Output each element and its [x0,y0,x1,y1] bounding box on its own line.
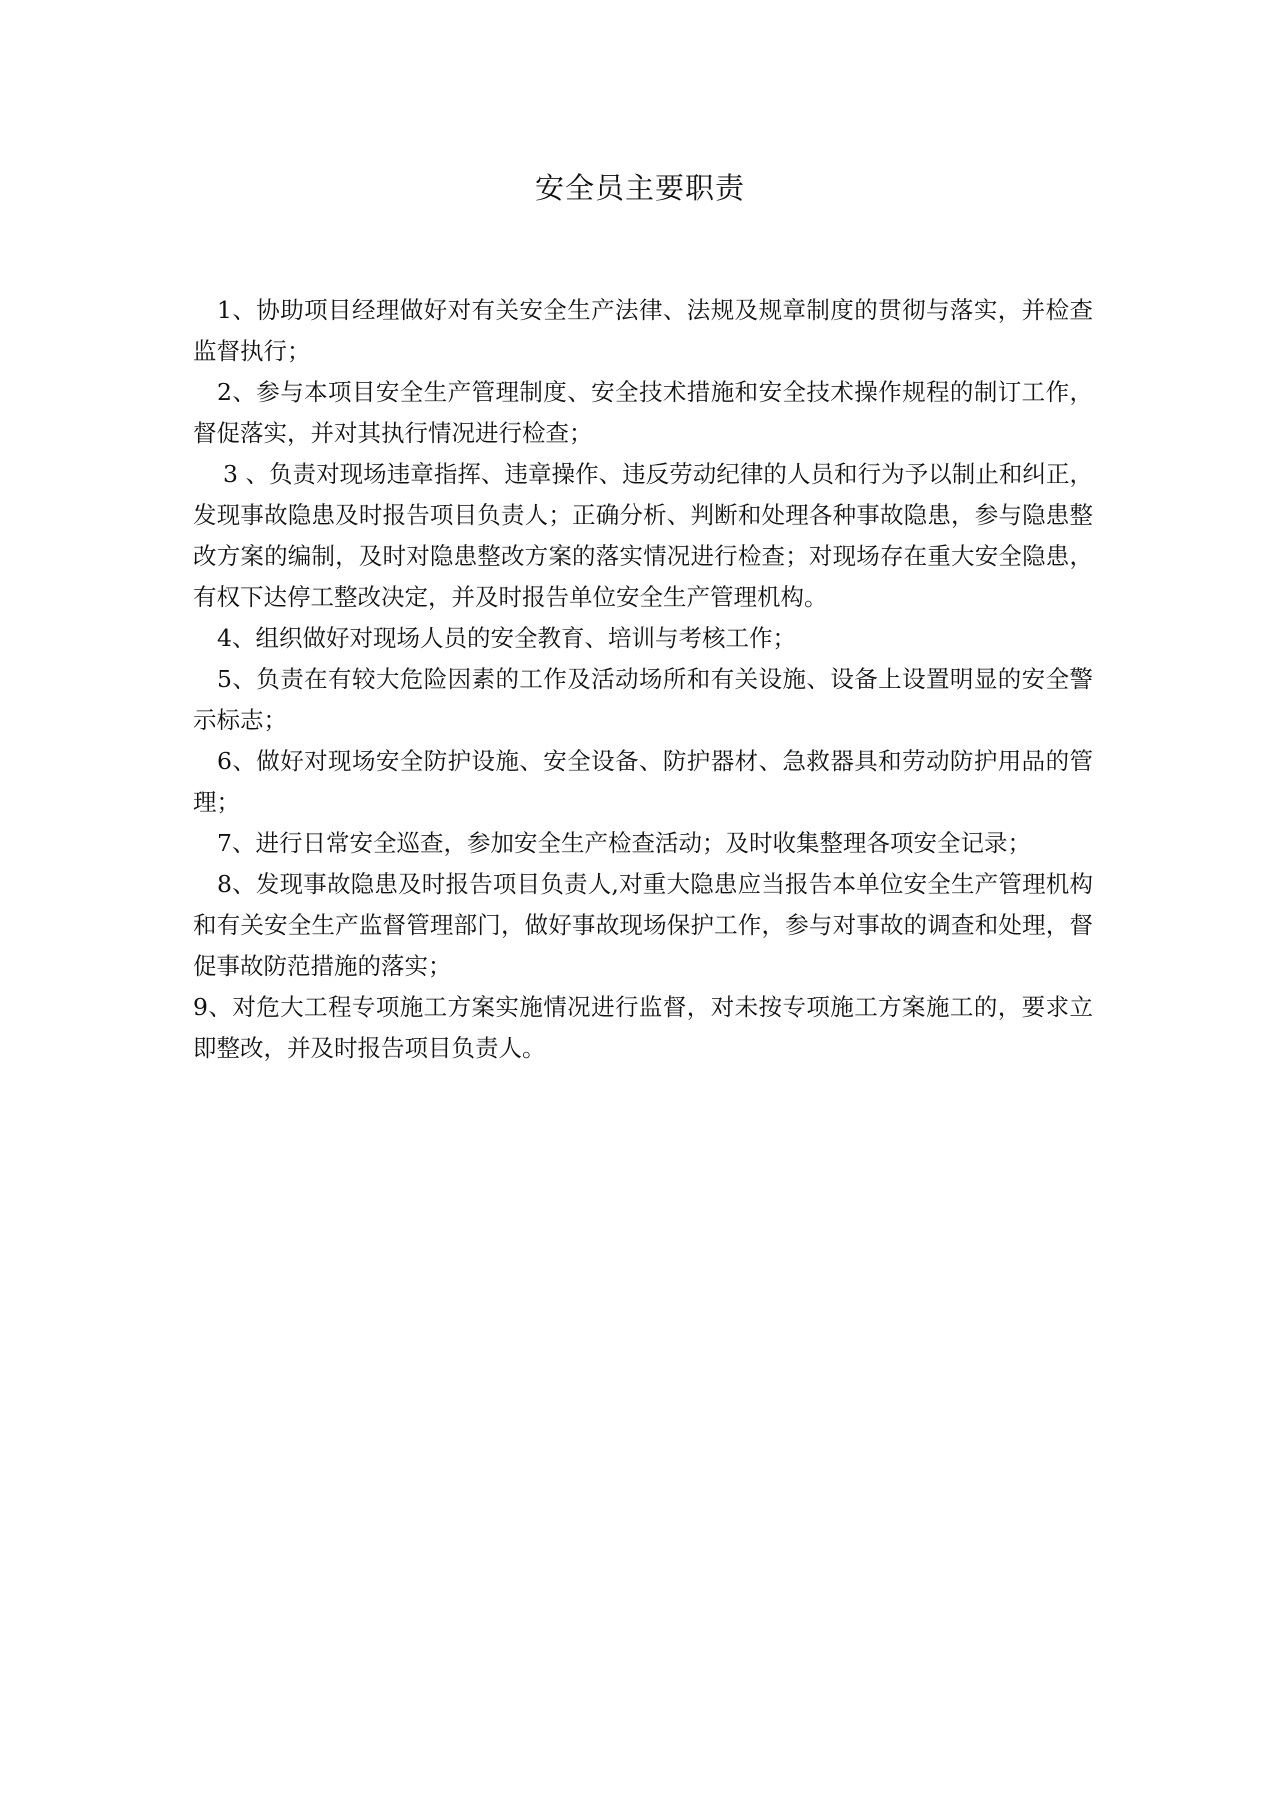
duty-paragraph-9: 9、对危大工程专项施工方案实施情况进行监督，对未按专项施工方案施工的，要求立即整改，并及时报告项目负责人。 [193,993,1093,1062]
duty-paragraph-3: 3 、负责对现场违章指挥、违章操作、违反劳动纪律的人员和行为予以制止和纠正，发现事故隐患及时报告项目负责人；正确分析、判断和处理各种事故隐患，参与隐患整改方案的编制，及时对隐患整改方案的落实情况进行检查；对现场存在重大安全隐患，有权下达停工整改决定，并及时报告单位安全生产管理机构。 [193,460,1093,611]
duty-paragraph-8: 8、发现事故隐患及时报告项目负责人,对重大隐患应当报告本单位安全生产管理机构和有关安全生产监督管理部门，做好事故现场保护工作，参与对事故的调查和处理，督促事故防范措施的落实； [193,870,1093,980]
duty-paragraph-5: 5、负责在有较大危险因素的工作及活动场所和有关设施、设备上设置明显的安全警示标志； [193,665,1093,734]
document-body [193,290,1093,1069]
document-title: 安全员主要职责 [534,171,745,205]
duty-paragraph-6: 6、做好对现场安全防护设施、安全设备、防护器材、急救器具和劳动防护用品的管理； [193,747,1093,816]
duty-paragraph-2: 2、参与本项目安全生产管理制度、安全技术措施和安全技术操作规程的制订工作，督促落实，并对其执行情况进行检查； [193,378,1093,447]
duty-paragraph-7: 7、进行日常安全巡查，参加安全生产检查活动；及时收集整理各项安全记录； [217,829,1031,857]
duty-paragraph-1: 1、协助项目经理做好对有关安全生产法律、法规及规章制度的贯彻与落实，并检查监督执行； [193,296,1093,365]
duty-paragraph-4: 4、组织做好对现场人员的安全教育、培训与考核工作； [217,624,796,652]
